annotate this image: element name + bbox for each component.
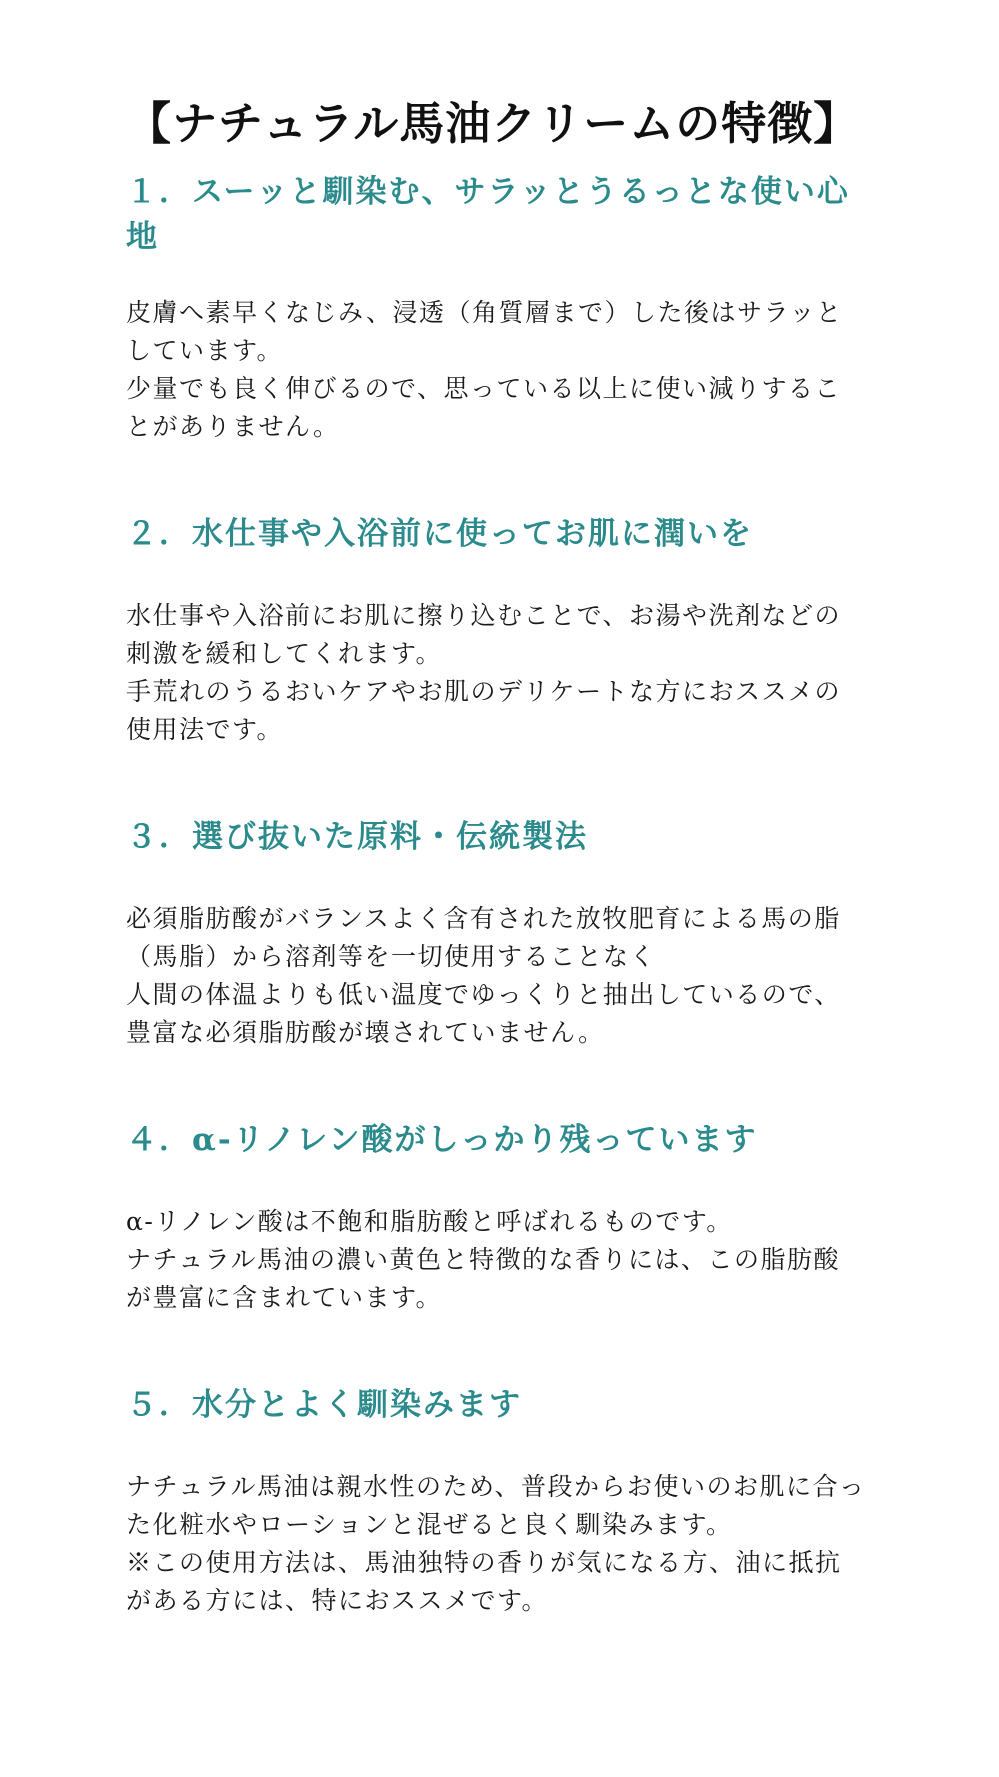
feature-paragraph: 皮膚へ素早くなじみ、浸透（角質層まで）した後はサラッとしています。 [126,298,843,365]
feature-body-5 [126,1468,866,1620]
feature-paragraph: 少量でも良く伸びるので、思っている以上に使い減りすることがありません。 [126,374,842,441]
feature-heading-2: ２．水仕事や入浴前に使ってお肌に潤いを [126,516,753,552]
feature-body-1 [126,294,866,446]
feature-paragraph: α-リノレン酸は不飽和脂肪酸と呼ばれるものです。 [126,1207,733,1236]
feature-paragraph: ※この使用方法は、馬油独特の香りが気になる方、油に抵抗がある方には、特におススメです。 [126,1548,842,1615]
feature-paragraph: 手荒れのうるおいケアやお肌のデリケートな方におススメの使用法です。 [126,677,842,744]
feature-paragraph: ナチュラル馬油の濃い黄色と特徴的な香りには、この脂肪酸が豊富に含まれています。 [126,1245,841,1312]
feature-paragraph: 人間の体温よりも低い温度でゆっくりと抽出しているので、豊富な必須脂肪酸が壊されていません。 [126,980,841,1047]
feature-paragraph: 水仕事や入浴前にお肌に擦り込むことで、お湯や洗剤などの刺激を緩和してくれます。 [126,601,842,668]
feature-body-2 [126,597,866,749]
feature-heading-4: ４．α-リノレン酸がしっかり残っています [126,1122,758,1158]
feature-body-4 [126,1203,866,1317]
feature-paragraph: ナチュラル馬油は親水性のため、普段からお使いのお肌に合った化粧水やローションと混ぜると良く馴染みます。 [126,1472,866,1539]
feature-paragraph: 必須脂肪酸がバランスよく含有された放牧肥育による馬の脂（馬脂）から溶剤等を一切使用することなく [126,904,841,971]
feature-heading-5: ５．水分とよく馴染みます [126,1387,522,1423]
feature-body-3 [126,900,866,1052]
page-title: 【ナチュラル馬油クリームの特徴】 [126,97,860,150]
article [126,92,866,1620]
feature-heading-1: １．スーッと馴染む、サラッとうるっとな使い心地 [126,174,850,255]
feature-heading-3: ３．選び抜いた原料・伝統製法 [126,819,588,855]
